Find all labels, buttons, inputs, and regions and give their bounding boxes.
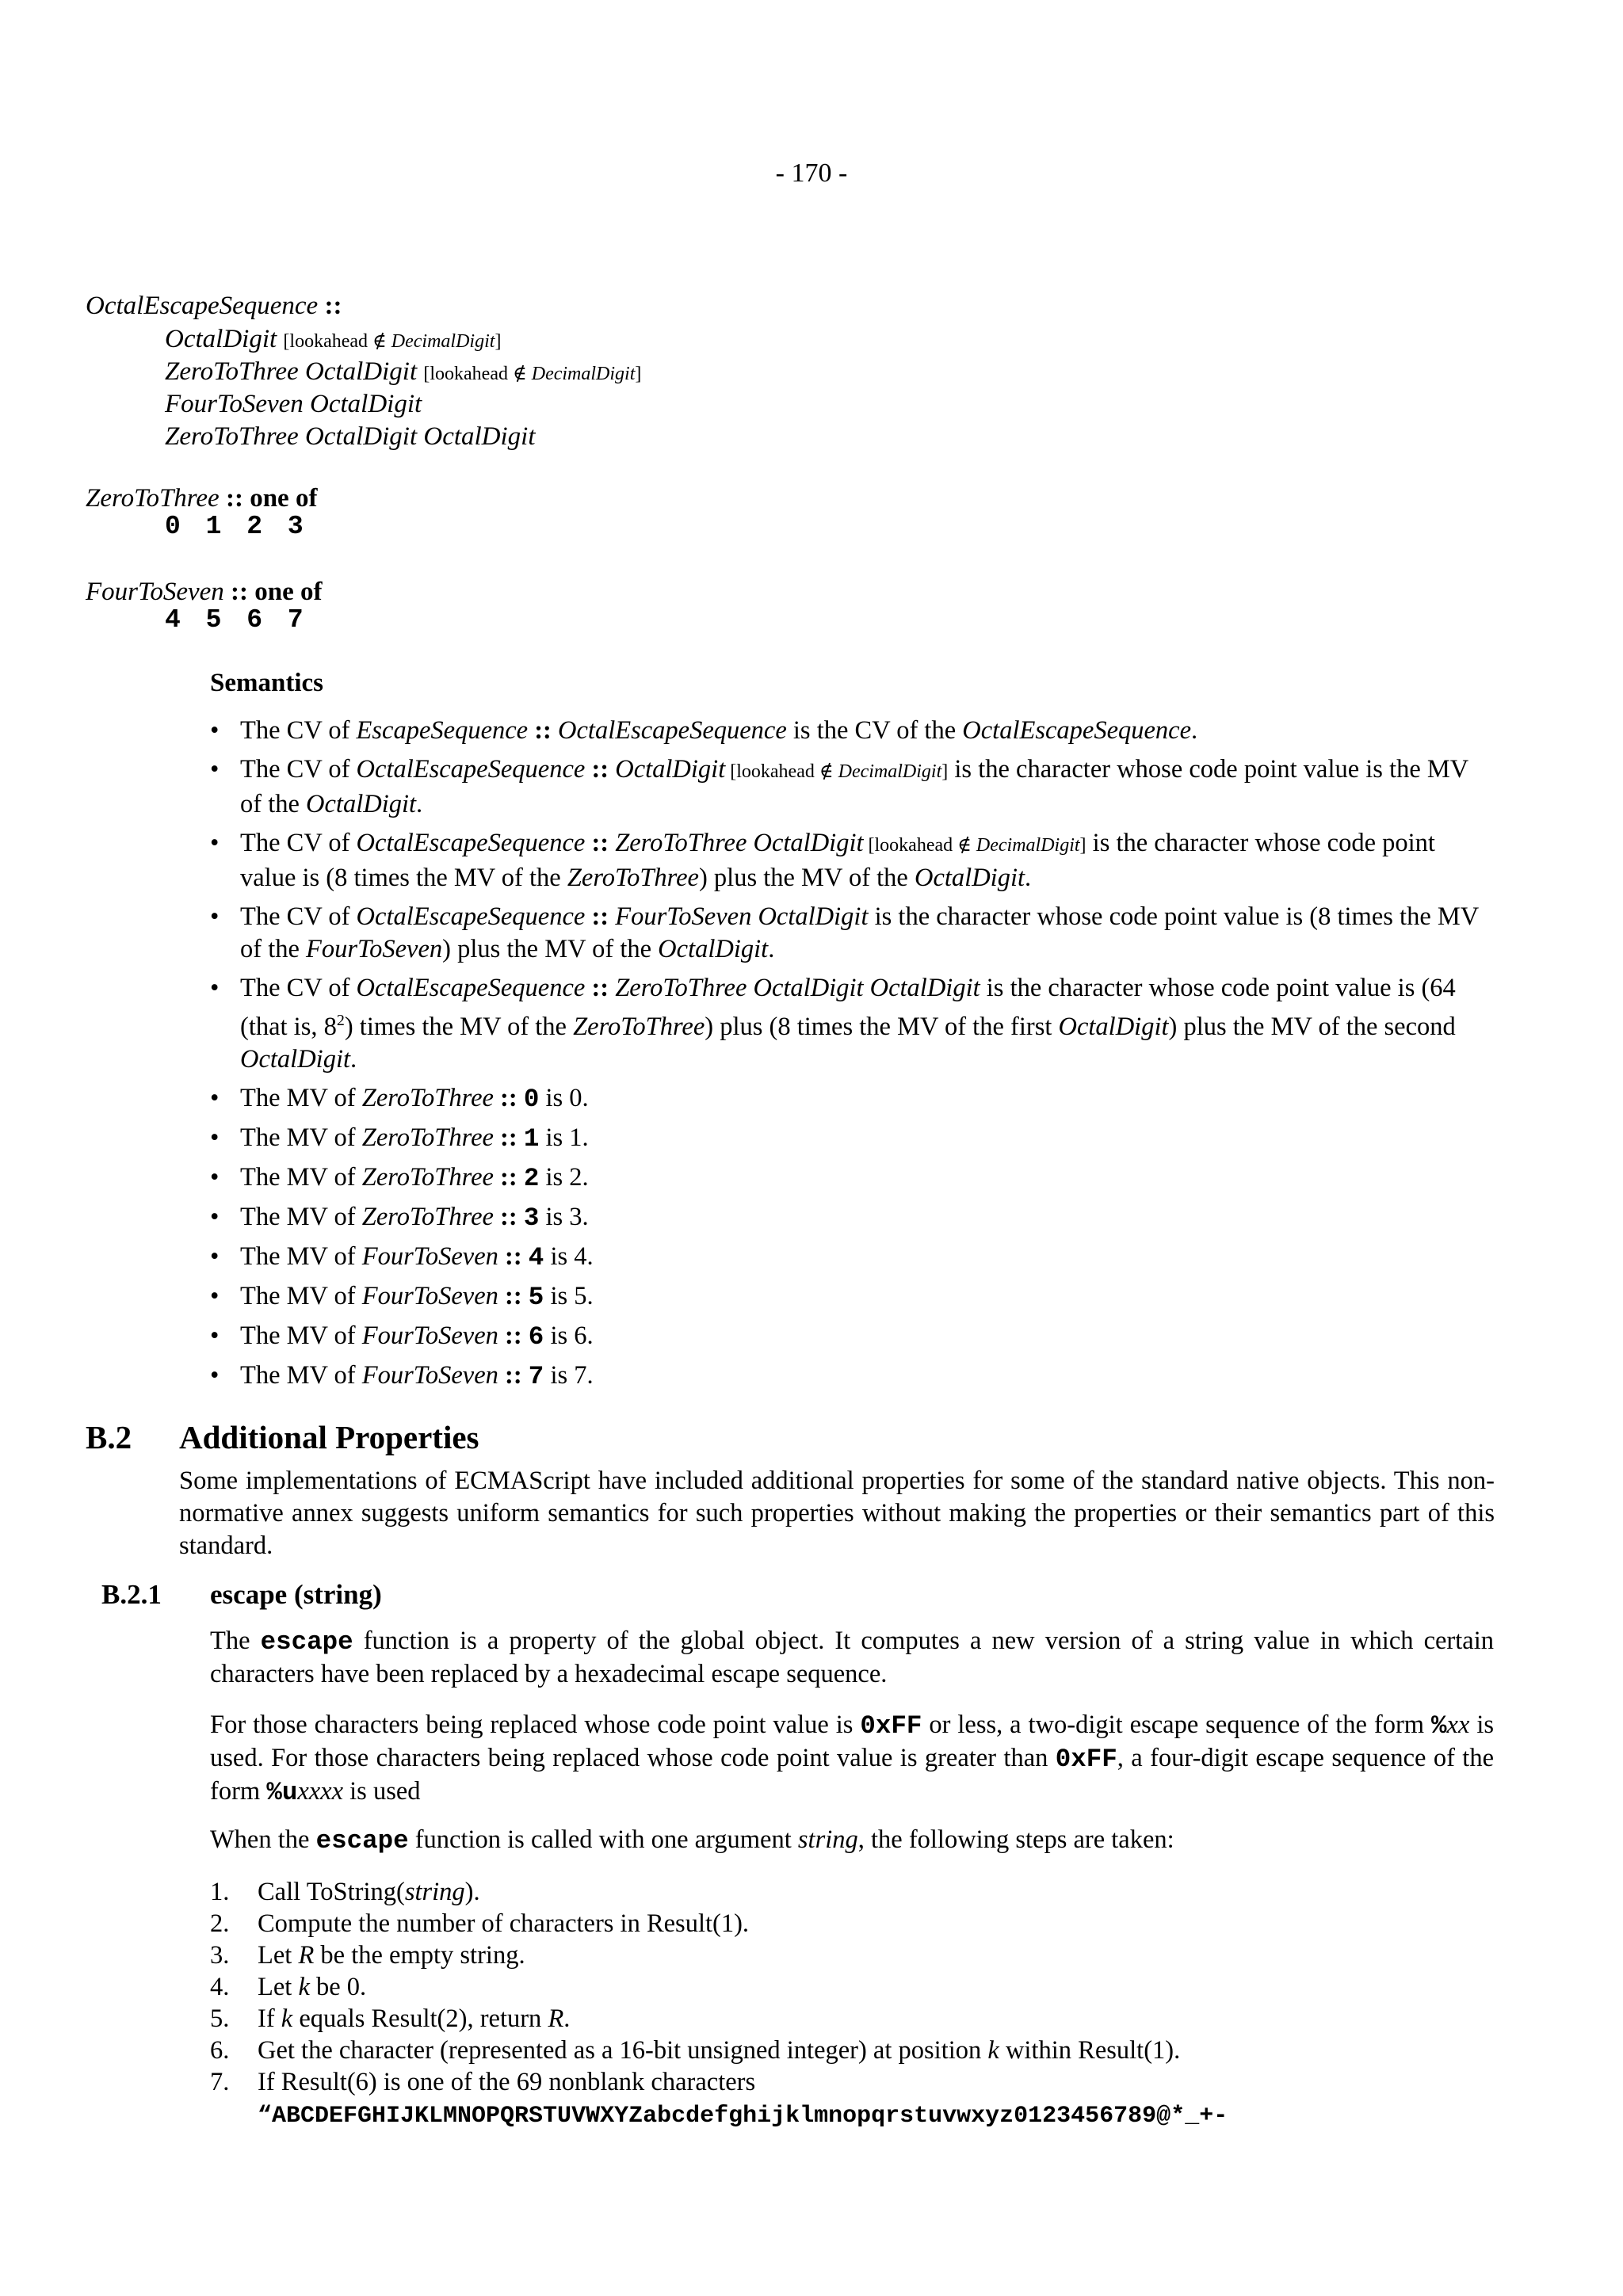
zero-to-three-digits: 0 1 2 3: [165, 512, 304, 541]
text: is 2.: [539, 1162, 589, 1192]
text: ) plus the MV of the second: [1168, 1012, 1456, 1041]
digit-code: 2: [523, 1163, 540, 1193]
symbol: ZeroToThree OctalDigit OctalDigit: [615, 974, 980, 1002]
nonterminal: ZeroToThree: [86, 484, 220, 513]
section-title-b21: escape (string): [210, 1579, 382, 1610]
symbol: xx: [1446, 1711, 1470, 1739]
semantics-heading: Semantics: [210, 669, 323, 697]
symbol: ZeroToThree: [361, 1083, 494, 1112]
text: The MV of: [240, 1281, 362, 1310]
superscript: 2: [336, 1012, 345, 1029]
page-number: - 170 -: [775, 158, 848, 188]
symbol: string: [404, 1878, 465, 1906]
text: .: [1191, 716, 1198, 745]
list-item: [210, 1241, 1494, 1274]
separator: ::: [493, 1162, 524, 1192]
lookahead-close: ]: [635, 364, 642, 384]
text: ) plus the MV of the: [442, 935, 659, 963]
text: .: [768, 935, 775, 963]
text: is the character whose code point value is (64 (that is, 8: [240, 974, 1456, 1041]
text: The CV of: [240, 829, 357, 857]
symbol: OctalDigit: [1058, 1012, 1169, 1041]
list-item: [210, 1201, 1494, 1234]
lookahead: [423, 364, 641, 384]
symbol: ZeroToThree: [361, 1123, 494, 1152]
text: is 0.: [539, 1083, 589, 1112]
symbol: k: [987, 2036, 999, 2065]
text: If Result(6) is one of the 69 nonblank characters: [258, 2068, 756, 2096]
one-of-keyword: :: one of: [225, 484, 318, 513]
step-number: 6.: [210, 2036, 230, 2065]
algorithm-steps: [210, 1876, 1494, 2132]
b21-paragraph-1: [210, 1625, 1494, 1691]
text: ) times the MV of the: [344, 1012, 574, 1041]
separator: ::: [498, 1360, 529, 1390]
symbol: ZeroToThree OctalDigit: [615, 829, 864, 857]
text: The MV of: [240, 1083, 362, 1112]
list-item: [210, 715, 1494, 747]
semantics-list: [210, 715, 1494, 1399]
symbol: FourToSeven OctalDigit: [615, 902, 869, 931]
text: The MV of: [240, 1241, 362, 1271]
code: escape: [260, 1627, 353, 1657]
separator: ::: [585, 829, 616, 857]
lookahead-symbol: DecimalDigit: [976, 835, 1080, 856]
rhs-symbols: ZeroToThree OctalDigit: [165, 357, 418, 386]
text: The MV of: [240, 1202, 362, 1231]
list-item: [210, 1971, 1494, 2003]
symbol: k: [281, 2004, 293, 2033]
text: is 4.: [544, 1241, 594, 1271]
nonterminal: OctalEscapeSequence: [86, 292, 319, 320]
character-set: “ABCDEFGHIJKLMNOPQRSTUVWXYZabcdefghijklmnopqrstuvwxyz0123456789@*_+-: [258, 2103, 1228, 2130]
grammar-rhs-4: ZeroToThree OctalDigit OctalDigit: [165, 422, 536, 451]
text: .: [416, 790, 423, 818]
section-title-b2: Additional Properties: [179, 1419, 479, 1455]
text: The: [210, 1627, 261, 1655]
text: The CV of: [240, 902, 357, 931]
symbol: xxxx: [297, 1777, 344, 1806]
list-item: [210, 1161, 1494, 1195]
symbol: OctalEscapeSequence: [962, 716, 1192, 745]
grammar-lhs-octal-escape: [86, 290, 342, 322]
text: The CV of: [240, 974, 357, 1002]
code: %: [1431, 1711, 1447, 1741]
symbol: OctalEscapeSequence: [356, 829, 586, 857]
list-item: [210, 1360, 1494, 1393]
text: .: [563, 2004, 571, 2033]
text: , a four-digit escape sequence of the form: [210, 1744, 1494, 1806]
rhs-symbols: OctalDigit: [165, 325, 277, 353]
text: For those characters being replaced whose code point value is: [210, 1711, 861, 1739]
step-number: 4.: [210, 1973, 230, 2001]
text: Let: [258, 1941, 299, 1970]
text: The CV of: [240, 716, 357, 745]
digit-code: 7: [528, 1361, 544, 1391]
list-item: [210, 1122, 1494, 1155]
digit-code: 0: [523, 1084, 540, 1114]
text: is 3.: [539, 1202, 589, 1231]
list-item: [210, 1939, 1494, 1971]
list-item: [210, 1320, 1494, 1353]
grammar-rhs-2: [165, 356, 641, 391]
text: , the following steps are taken:: [857, 1825, 1174, 1854]
digit-code: 5: [528, 1282, 544, 1312]
list-item: [210, 1082, 1494, 1116]
separator: ::: [585, 902, 616, 931]
symbol: FourToSeven: [306, 935, 443, 963]
list-item: [210, 901, 1494, 966]
symbol: OctalDigit: [240, 1044, 351, 1074]
text: within Result(1).: [999, 2036, 1181, 2065]
section-b2-body: Some implementations of ECMAScript have included additional properties for some of the standard native objects. This non-normative annex suggests uniform semantics for such properties without making the properties or their semantics part of this standard.: [179, 1466, 1495, 1560]
lookahead: [283, 331, 501, 352]
step-number: 3.: [210, 1941, 230, 1970]
list-item: [210, 1280, 1494, 1314]
text: is 6.: [544, 1321, 594, 1350]
symbol: EscapeSequence: [356, 716, 529, 745]
text: The MV of: [240, 1321, 362, 1350]
symbol: OctalDigit: [914, 864, 1025, 892]
text: If: [258, 2004, 281, 2033]
text: The MV of: [240, 1162, 362, 1192]
symbol: OctalDigit: [658, 935, 769, 963]
text: is the character whose code point value is (8 times the MV of the: [240, 829, 1435, 892]
list-item: [210, 753, 1494, 821]
symbol: OctalDigit: [306, 790, 417, 818]
symbol: ZeroToThree: [361, 1202, 494, 1231]
symbol: FourToSeven: [361, 1281, 498, 1310]
list-item: [210, 2066, 1494, 2132]
symbol: OctalEscapeSequence: [356, 902, 586, 931]
text: The CV of: [240, 755, 357, 784]
separator: ::: [585, 755, 616, 784]
text: is 5.: [544, 1281, 594, 1310]
text: ).: [464, 1878, 480, 1906]
symbol: FourToSeven: [361, 1360, 498, 1390]
lookahead-close: ]: [1079, 835, 1086, 856]
text: Let: [258, 1973, 299, 2001]
lookahead-close: ]: [495, 331, 502, 352]
text: function is called with one argument: [408, 1825, 798, 1854]
separator: ::: [493, 1123, 524, 1152]
code: %u: [266, 1778, 298, 1807]
symbol: ZeroToThree: [361, 1162, 494, 1192]
not-in-symbol: ∉: [512, 364, 527, 384]
b21-paragraph-2: [210, 1709, 1494, 1809]
text: Get the character (represented as a 16-bit unsigned integer) at position: [258, 2036, 988, 2065]
digit-code: 3: [523, 1203, 540, 1233]
symbol: OctalEscapeSequence: [356, 755, 586, 784]
separator: ::: [498, 1281, 529, 1310]
symbol: FourToSeven: [361, 1241, 498, 1271]
text: is the character whose code point value is (8 times the MV of the: [240, 902, 1479, 963]
step-number: 7.: [210, 2068, 230, 2096]
symbol: R: [548, 2004, 564, 2033]
lookahead-text: [lookahead: [423, 364, 513, 384]
text: be the empty string.: [314, 1941, 525, 1970]
text: The MV of: [240, 1360, 362, 1390]
grammar-rhs-3: FourToSeven OctalDigit: [165, 390, 422, 418]
code: 0xFF: [860, 1711, 922, 1741]
text: .: [1025, 864, 1032, 892]
lookahead-symbol: DecimalDigit: [838, 761, 942, 782]
text: is used. For those characters being replaced whose code point value is greater than: [210, 1711, 1495, 1772]
lookahead-text: [lookahead: [283, 331, 373, 352]
step-number: 2.: [210, 1909, 230, 1938]
production-separator: ::: [324, 292, 342, 320]
text: be 0.: [309, 1973, 367, 2001]
list-item: [210, 1876, 1494, 1908]
separator: ::: [528, 716, 559, 745]
text: function is a property of the global object. It computes a new version of a string value in which certain characters have been replaced by a hexadecimal escape sequence.: [210, 1627, 1494, 1688]
not-in-symbol: ∉: [372, 331, 387, 352]
lookahead: [864, 835, 1086, 856]
text: Call ToString(: [258, 1878, 405, 1906]
digit-code: 4: [528, 1242, 544, 1272]
separator: ::: [498, 1321, 529, 1350]
text: ) plus the MV of the: [698, 864, 915, 892]
symbol: ZeroToThree: [573, 1012, 705, 1041]
step-number: 1.: [210, 1878, 230, 1906]
symbol: k: [298, 1973, 310, 2001]
separator: ::: [493, 1083, 524, 1112]
lookahead-text: [lookahead ∉: [863, 835, 976, 856]
text: is the character whose code point value is the MV of the: [240, 755, 1468, 818]
list-item: [210, 827, 1494, 894]
section-number-b21: B.2.1: [101, 1579, 162, 1610]
symbol: ZeroToThree: [567, 864, 699, 892]
digit-code: 1: [523, 1123, 540, 1154]
symbol: FourToSeven: [361, 1321, 498, 1350]
lookahead: [725, 761, 948, 782]
lookahead-symbol: DecimalDigit: [391, 331, 495, 352]
text: equals Result(2), return: [292, 2004, 548, 2033]
symbol: OctalDigit: [615, 755, 726, 784]
text: is 1.: [539, 1123, 589, 1152]
code: escape: [315, 1826, 409, 1855]
nonterminal: FourToSeven: [86, 578, 224, 606]
text: When the: [210, 1825, 316, 1854]
symbol: OctalEscapeSequence: [558, 716, 787, 745]
text: The MV of: [240, 1123, 362, 1152]
text: or less, a two-digit escape sequence of the form: [922, 1711, 1432, 1739]
step-number: 5.: [210, 2004, 230, 2033]
separator: ::: [498, 1241, 529, 1271]
b21-paragraph-3: [210, 1824, 1494, 1857]
text: is used: [343, 1777, 421, 1806]
text: .: [350, 1044, 357, 1074]
grammar-rhs-1: [165, 323, 501, 358]
list-item: [210, 2035, 1494, 2066]
symbol: string: [797, 1825, 858, 1854]
text: is 7.: [544, 1360, 594, 1390]
four-to-seven-digits: 4 5 6 7: [165, 605, 304, 635]
section-number-b2: B.2: [86, 1419, 132, 1455]
text: Compute the number of characters in Result(1).: [258, 1909, 750, 1938]
list-item: [210, 2003, 1494, 2035]
code: 0xFF: [1055, 1745, 1117, 1774]
grammar-lhs-four-to-seven: [86, 576, 322, 608]
list-item: [210, 972, 1494, 1076]
digit-code: 6: [528, 1322, 544, 1352]
text: ) plus (8 times the MV of the first: [705, 1012, 1059, 1041]
grammar-lhs-zero-to-three: [86, 482, 317, 515]
lookahead-text: [lookahead ∉: [725, 761, 838, 782]
separator: ::: [493, 1202, 524, 1231]
one-of-keyword: :: one of: [231, 578, 323, 606]
text: is the CV of the: [786, 716, 963, 745]
symbol: OctalEscapeSequence: [356, 974, 586, 1002]
list-item: [210, 1908, 1494, 1939]
symbol: R: [298, 1941, 315, 1970]
lookahead-close: ]: [941, 761, 949, 782]
separator: ::: [585, 974, 616, 1002]
lookahead-symbol: DecimalDigit: [531, 364, 636, 384]
